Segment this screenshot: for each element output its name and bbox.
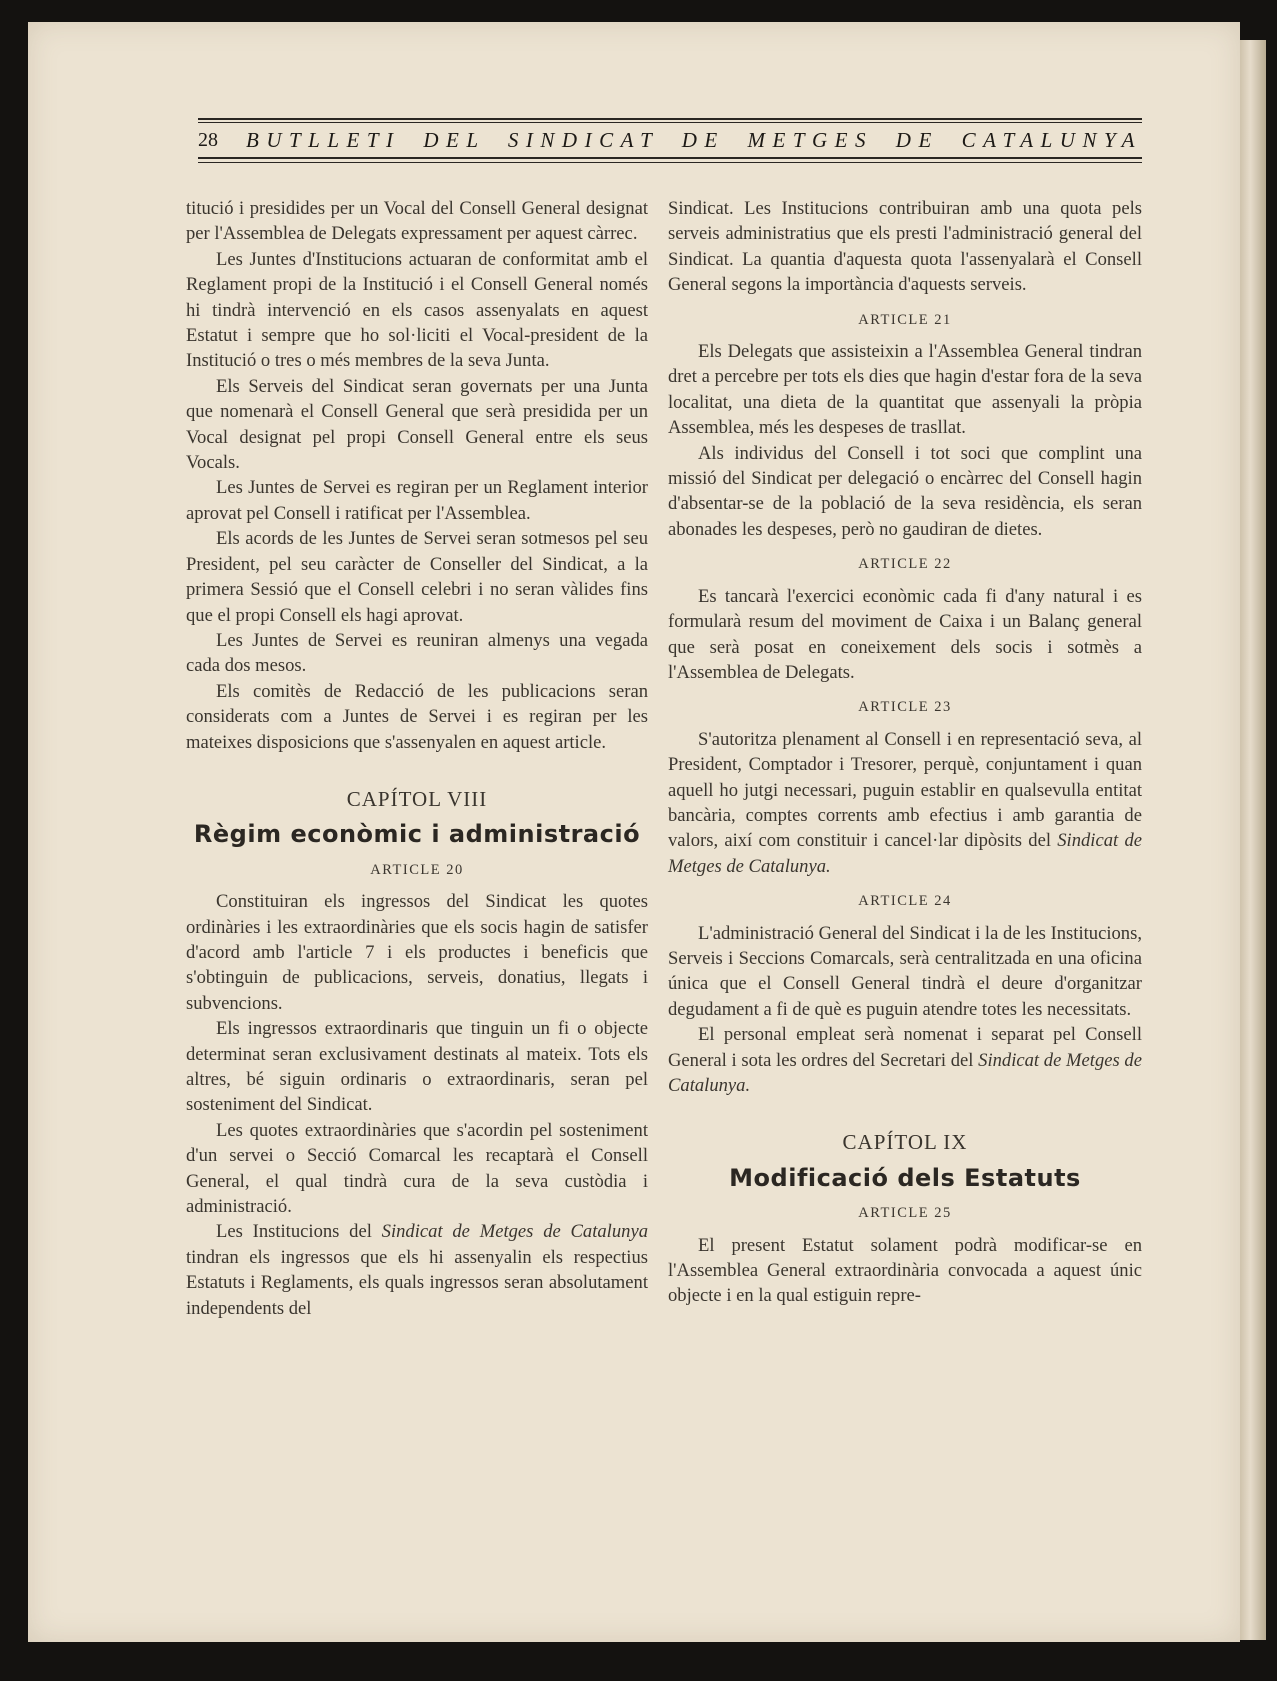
section-title: Modificació dels Estatuts xyxy=(729,1163,1081,1192)
text-run: S'autoritza plenament al Consell i en representació seva, al President, Comptador i Tresorer, perquè, conjuntament i quan aquell ho jutgi necessari, puguin establir en qualsevulla entitat bancària, comptes corrents amb efectius i amb garantia de valors, així com constituir i cancel·lar dipòsits del xyxy=(668,728,1142,852)
header-rule-top-thin xyxy=(198,122,1142,123)
paragraph: Els Delegats que assisteixin a l'Assemblea General tindran dret a percebre per tots els dies que hagin d'estar fora de la seva localitat, una dieta de la quantitat que assenyali la pròpia Assemblea, més les despeses de trasllat. xyxy=(668,341,1142,439)
article-heading: ARTICLE 21 xyxy=(858,311,952,328)
running-header xyxy=(198,112,1142,170)
article-heading: ARTICLE 23 xyxy=(858,699,952,716)
paragraph: L'administració General del Sindicat i la de les Institucions, Serveis i Seccions Comarcals, serà centralitzada en una oficina única que el Consell General tindrà el deure d'organitzar degudament a fi de què es puguin atendre totes les necessitats. xyxy=(668,922,1142,1020)
article-heading: ARTICLE 24 xyxy=(858,893,952,910)
header-rule-bottom-thin xyxy=(198,162,1142,163)
paragraph: Els ingressos extraordinaris que tinguin un fi o objecte determinat seran exclusivament destinats al mateix. Tots els altres, bé siguin ordinaris o extraordinaris, seran pel sosteniment del Sindicat. xyxy=(186,1018,648,1116)
paragraph xyxy=(186,1219,648,1321)
page-number: 28 xyxy=(198,128,218,151)
paragraph: El present Estatut solament podrà modificar-se en l'Assemblea General extraordinària convocada a aquest únic objecte i en la qual estiguin repre- xyxy=(668,1234,1142,1307)
paragraph: Les Juntes d'Institucions actuaran de conformitat amb el Reglament propi de la Institució i el Consell General només hi tindrà intervenció en els casos assenyalats en aquest Estatut i sempre que ho sol·liciti el Vocal-president de la Institució o tres o més membres de la seva Junta. xyxy=(186,248,648,372)
header-line xyxy=(198,126,1142,154)
paragraph: Els comitès de Redacció de les publicacions seran considerats com a Juntes de Servei i es regiran per les mateixes disposicions que s'assenyalen en aquest article. xyxy=(186,680,648,753)
paragraph: Els acords de les Juntes de Servei seran sotmesos pel seu President, pel seu caràcter de Conseller del Sindicat, a la primera Sessió que el Consell celebri i no seran vàlides fins que el propi Consell els hagi aprovat. xyxy=(186,528,648,626)
journal-title: BUTLLETI DEL SINDICAT DE METGES DE CATALUNYA xyxy=(246,127,1142,152)
paragraph: Es tancarà l'exercici econòmic cada fi d'any natural i es formularà resum del moviment de Caixa i un Balanç general que serà posat en coneixement dels socis i sotmès a l'Assemblea de Delegats. xyxy=(668,585,1142,683)
paragraph: Els Serveis del Sindicat seran governats per una Junta que nomenarà el Consell General que serà presidida per un Vocal designat pel propi Consell General entre els seus Vocals. xyxy=(186,375,648,474)
paragraph: Les quotes extraordinàries que s'acordin pel sosteniment d'un servei o Secció Comarcal les recaptarà el Consell General, el qual tindrà cura de la seva custòdia i administració. xyxy=(186,1119,648,1218)
right-column xyxy=(668,196,1142,1309)
article-heading: ARTICLE 22 xyxy=(858,556,952,573)
article-heading: ARTICLE 20 xyxy=(370,861,464,878)
header-rule-top xyxy=(198,118,1142,120)
paragraph: Sindicat. Les Institucions contribuiran amb una quota pels serveis administratius que els presti l'administració general del Sindicat. La quantia d'aquesta quota l'assenyalarà el Consell General segons la importància d'aquests serveis. xyxy=(668,198,1142,296)
paragraph: Constituiran els ingressos del Sindicat les quotes ordinàries i les extraordinàries que els socis hagin de satisfer d'acord amb l'article 7 i els productes i beneficis que s'obtinguin de publicacions, serveis, donatius, llegats i subvencions. xyxy=(186,891,648,1014)
text-run: tindran els ingressos que els hi assenyalin els respectius Estatuts i Reglaments, els quals ingressos seran absolutament independents del xyxy=(186,1246,648,1319)
paragraph: Les Juntes de Servei es reuniran almenys una vegada cada dos mesos. xyxy=(186,629,648,677)
chapter-heading: CAPÍTOL VIII xyxy=(346,786,488,811)
paragraph: Les Juntes de Servei es regiran per un Reglament interior aprovat pel Consell i ratificat per l'Assemblea. xyxy=(186,477,648,524)
paragraph xyxy=(668,1022,1142,1098)
italic-text: Sindicat de Metges de Catalunya xyxy=(381,1221,648,1243)
italic-text: Sindicat de Metges de Catalunya. xyxy=(668,830,1142,877)
header-rule-bottom xyxy=(198,157,1142,159)
article-heading: ARTICLE 25 xyxy=(858,1205,952,1222)
paragraph: Als individus del Consell i tot soci que complint una missió del Sindicat per delegació o encàrrec del Consell hagin d'absentar-se de la població de la seva residència, els seran abonades les despeses, però no gaudiran de dietes. xyxy=(668,442,1142,540)
italic-text: Sindicat de Metges de Catalunya. xyxy=(668,1049,1142,1096)
left-column xyxy=(186,196,648,1321)
text-run: El personal empleat serà nomenat i separat pel Consell General i sota les ordres del Secretari del xyxy=(668,1024,1142,1071)
paragraph xyxy=(668,727,1142,879)
text-run: Les Institucions del xyxy=(216,1221,382,1243)
section-title: Règim econòmic i administració xyxy=(193,820,641,849)
chapter-heading: CAPÍTOL IX xyxy=(842,1130,968,1155)
page-edge xyxy=(1240,40,1266,1640)
paragraph: titució i presidides per un Vocal del Consell General designat per l'Assemblea de Delegats expressament per aquest càrrec. xyxy=(186,198,648,245)
